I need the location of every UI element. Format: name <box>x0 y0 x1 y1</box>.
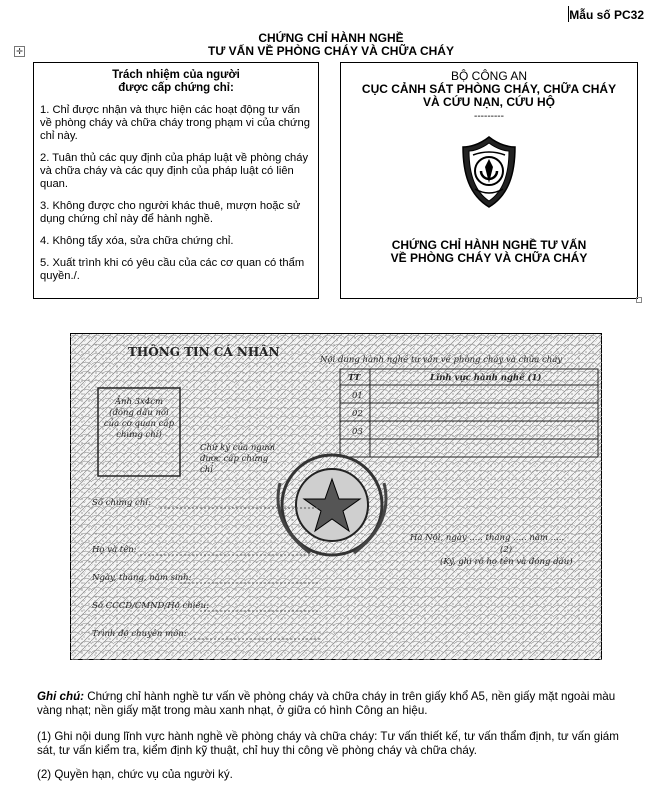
signer-note: (Ký, ghi rõ họ tên và đóng dấu) <box>440 557 573 567</box>
note-2: (2) Quyền hạn, chức vụ của người ký. <box>37 768 233 781</box>
title-line-1: CHỨNG CHỈ HÀNH NGHỀ <box>258 31 404 45</box>
resize-handle[interactable] <box>636 297 642 303</box>
cover-box <box>340 62 638 299</box>
signer-ref: (2) <box>500 545 513 555</box>
note-general-text: Chứng chỉ hành nghề tư vấn về phòng cháy và chữa cháy in trên giấy khổ A5, nền giấy mặt ngoài màu vàng nhạt; nền giấy mặt trong màu xanh nhạt, ở giữa có hình Công an hiệu. <box>37 690 616 717</box>
table-row-number: 03 <box>352 427 363 437</box>
cover-cert-line-2: VỀ PHÒNG CHÁY VÀ CHỮA CHÁY <box>390 251 588 265</box>
police-emblem-icon <box>459 133 519 211</box>
responsibility-item: 1. Chỉ được nhận và thực hiện các hoạt động tư vấn về phòng cháy và chữa cháy trong phạm vi của chứng chỉ này. <box>40 104 310 142</box>
table-header-tt: TT <box>348 373 361 383</box>
responsibilities-heading-line-2: được cấp chứng chỉ: <box>118 82 234 94</box>
table-row-number: 01 <box>352 391 363 401</box>
department-name <box>341 83 637 109</box>
note-general <box>37 690 627 718</box>
ministry-name: BỘ CÔNG AN <box>450 69 527 83</box>
separator: --------- <box>474 111 504 122</box>
table-caption: Nội dung hành nghề tư vấn về phòng cháy và chữa cháy <box>320 355 563 365</box>
responsibilities-heading-line-1: Trách nhiệm của người <box>112 69 240 81</box>
move-handle-icon[interactable]: ✛ <box>14 46 25 57</box>
responsibility-item: 2. Tuân thủ các quy định của pháp luật về phòng cháy và chữa cháy và các quy định của pháp luật có liên quan. <box>40 152 309 190</box>
inner-page-image <box>70 333 602 660</box>
field-date-of-birth: Ngày, tháng, năm sinh: <box>92 573 192 583</box>
table-row-number: 02 <box>352 409 363 419</box>
field-full-name: Họ và tên: <box>92 545 137 555</box>
table-header-field: Lĩnh vực hành nghề (1) <box>430 373 542 383</box>
note-1: (1) Ghi nội dung lĩnh vực hành nghề về phòng cháy và chữa cháy: Tư vấn thiết kế, tư vấn thẩm định, tư vấn giám sát, tư vấn kiểm tra, kiểm định kỹ thuật, chỉ huy thi công về phòng cháy và chữa cháy. <box>37 730 619 757</box>
field-id-number: Số CCCD/CMND/Hộ chiếu: <box>92 601 209 611</box>
department-line-1: CỤC CẢNH SÁT PHÒNG CHÁY, CHỮA CHÁY <box>361 82 617 96</box>
form-code: Mẫu số PC32 <box>569 8 644 22</box>
responsibilities-box <box>33 62 319 299</box>
cover-cert-title <box>341 239 637 265</box>
field-cert-number: Số chứng chỉ: <box>92 498 151 508</box>
date-line: Hà Nội, ngày ..... tháng ..... năm ..... <box>410 533 565 543</box>
responsibility-item: 5. Xuất trình khi có yêu cầu của các cơ quan có thẩm quyền./. <box>40 257 305 282</box>
department-line-2: VÀ CỨU NẠN, CỨU HỘ <box>423 95 555 109</box>
cover-cert-line-1: CHỨNG CHỈ HÀNH NGHỀ TƯ VẤN <box>391 238 587 252</box>
responsibility-item: 3. Không được cho người khác thuê, mượn hoặc sử dụng chứng chỉ này để hành nghề. <box>40 200 301 225</box>
note-label: Ghi chú: <box>37 690 85 703</box>
responsibility-item: 4. Không tẩy xóa, sửa chữa chứng chỉ. <box>40 235 234 247</box>
inner-heading: THÔNG TIN CÁ NHÂN <box>128 345 280 359</box>
signature-placeholder: Chữ ký của người được cấp chứng chỉ <box>200 443 276 475</box>
title-line-2: TƯ VẤN VỀ PHÒNG CHÁY VÀ CHỮA CHÁY <box>208 44 454 58</box>
responsibilities-heading <box>40 69 312 95</box>
photo-placeholder: Ảnh 3x4cm (đóng dấu nổi của cơ quan cấp chứng chỉ) <box>103 397 175 440</box>
field-qualification: Trình độ chuyên môn: <box>92 629 187 639</box>
